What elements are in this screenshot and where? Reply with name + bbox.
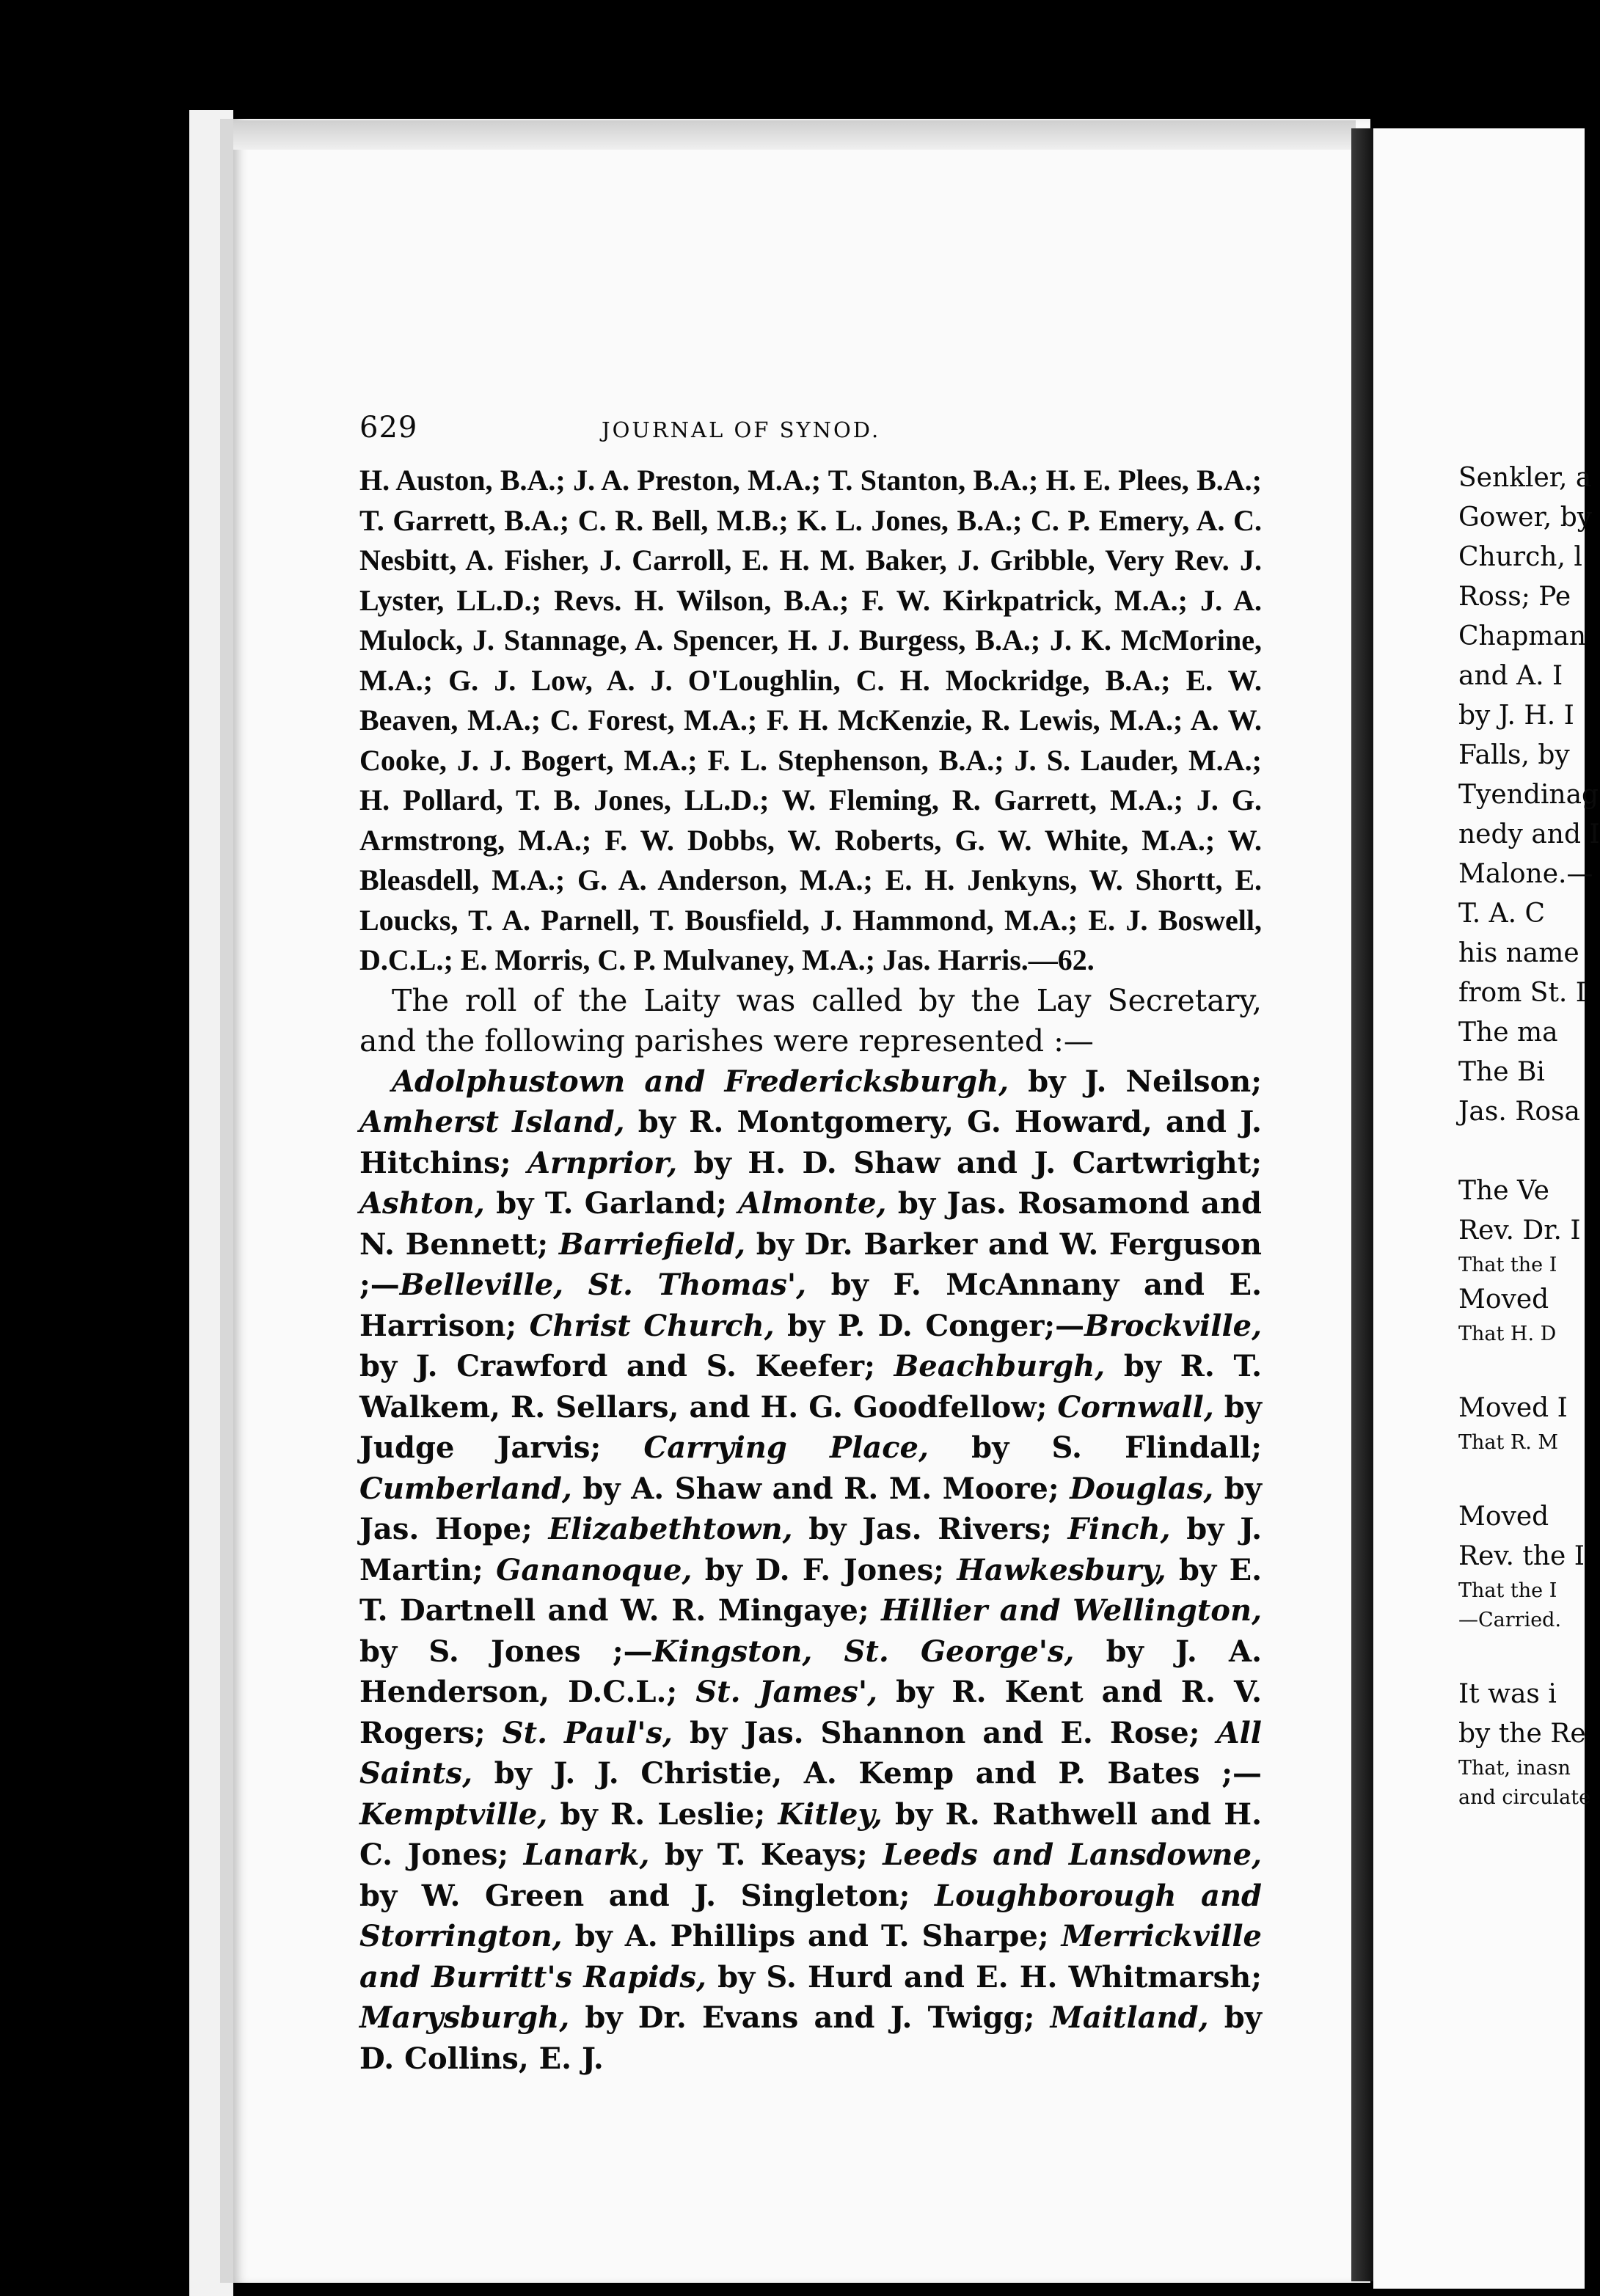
right-page-text-fragments: [1458, 458, 1600, 1813]
parish-delegates: by Judge Jarvis;: [359, 1389, 1263, 1465]
parish-name: Beachburgh,: [894, 1349, 1106, 1383]
parish-name: Douglas,: [1070, 1471, 1214, 1506]
parish-name: All Saints,: [359, 1715, 1262, 1791]
parish-delegates: by Jas. Rosamond and N. Bennett;: [359, 1186, 1262, 1262]
parish-delegates: by Jas. Rivers;: [792, 1512, 1068, 1546]
right-page-line: from St. I: [1458, 978, 1587, 1008]
parish-delegates: by W. Green and J. Singleton;: [359, 1878, 935, 1913]
laity-roll-intro: The roll of the Laity was called by the Lay Secretary, and the following parishes were represented :—: [359, 982, 1262, 1059]
parish-delegates: by R. T. Walkem, R. Sellars, and H. G. Goodfellow;: [359, 1349, 1262, 1425]
parish-name: Belleville, St. Thomas',: [399, 1268, 807, 1302]
right-page-line: his name: [1458, 938, 1579, 968]
right-page-line: Chapman: [1458, 621, 1587, 651]
right-page-line: That R. M: [1458, 1431, 1559, 1454]
parish-delegates: by J. A. Henderson, D.C.L.;: [359, 1634, 1262, 1709]
parish-name: Ashton,: [359, 1186, 485, 1221]
parish-name: Cornwall,: [1057, 1389, 1214, 1425]
parish-name: Barriefield,: [558, 1226, 746, 1262]
right-page-line: That the I: [1458, 1579, 1557, 1602]
parish-delegates: by Jas. Shannon and E. Rose;: [672, 1715, 1217, 1750]
parish-name: Kingston, St. George's,: [652, 1634, 1075, 1669]
parish-delegates: by R. Rathwell and H. C. Jones;: [359, 1796, 1262, 1872]
parish-name: Hillier and Wellington,: [881, 1593, 1262, 1628]
right-page-line: Senkler, a: [1458, 463, 1592, 493]
spacer: [1458, 1132, 1590, 1171]
right-page-line: Rev. Dr. I: [1458, 1215, 1581, 1246]
right-page-line: nedy and I: [1458, 819, 1600, 849]
right-page-line: T. A. C: [1458, 899, 1546, 929]
parish-delegates: by H. D. Shaw and J. Cartwright;: [677, 1145, 1262, 1180]
right-page-line: Jas. Rosa: [1458, 1097, 1580, 1127]
page-stack-edge: [233, 120, 1356, 150]
spacer: [1458, 1349, 1590, 1389]
right-page-line: by J. H. I: [1458, 701, 1574, 731]
parish-delegates: by A. Phillips and T. Sharpe;: [562, 1919, 1062, 1953]
parish-name: Christ Church,: [529, 1308, 775, 1343]
right-page-line: and A. I: [1458, 661, 1563, 691]
parish-name: Adolphustown and Fredericksburgh,: [392, 1064, 1009, 1099]
spacer: [1458, 1635, 1590, 1675]
right-page-line: Moved: [1458, 1502, 1549, 1532]
parish-delegates: by R. Kent and R. V. Rogers;: [359, 1675, 1262, 1750]
parish-name: Almonte,: [738, 1186, 887, 1221]
parish-delegates: by A. Shaw and R. M. Moore;: [571, 1471, 1070, 1506]
right-page-line: The ma: [1458, 1017, 1558, 1048]
right-page-line: That H. D: [1458, 1323, 1557, 1345]
parish-delegates: by J. J. Christie, A. Kemp and P. Bates ;—: [472, 1756, 1262, 1791]
right-page-line: That the I: [1458, 1254, 1557, 1276]
parish-delegates: by D. F. Jones;: [692, 1552, 957, 1587]
right-page-line: That, inasn: [1458, 1757, 1571, 1780]
parish-delegates: by S. Jones ;—: [359, 1634, 653, 1669]
parish-list: [359, 1061, 1262, 2080]
right-page-line: Falls, by: [1458, 740, 1570, 770]
parish-name: Brockville,: [1084, 1308, 1263, 1343]
parish-name: Hawkesbury,: [957, 1552, 1166, 1587]
right-page-line: Rev. the I: [1458, 1541, 1585, 1571]
page-number: 629: [359, 411, 418, 445]
parish-delegates: by S. Flindall;: [928, 1430, 1262, 1465]
spacer: [1458, 1458, 1590, 1497]
right-page-line: Ross; Pe: [1458, 582, 1571, 612]
parish-delegates: by S. Hurd and E. H. Whitmarsh;: [706, 1959, 1262, 1995]
right-page-line: by the Re: [1458, 1719, 1586, 1749]
right-page-line: Moved: [1458, 1284, 1549, 1315]
right-page-line: Gower, by: [1458, 502, 1593, 533]
parish-delegates: by J. Crawford and S. Keefer;: [359, 1349, 894, 1383]
parish-delegates: by Dr. Evans and J. Twigg;: [569, 2000, 1051, 2035]
clergy-roll: H. Auston, B.A.; J. A. Preston, M.A.; T. Stanton, B.A.; H. E. Plees, B.A.; T. Garrett, B.A.; C. R. Bell, M.B.; K. L. Jones, B.A.; C. P. Emery, A. C. Nesbitt, A. Fisher, J. Carroll, E. H. M. Baker, J. Gribble, Very Rev. J. Lyster, LL.D.; Revs. H. Wilson, B.A.; F. W. Kirkpatrick, M.A.; J. A. Mulock, J. Stannage, A. Spencer, H. J. Burgess, B.A.; J. K. McMorine, M.A.; G. J. Low, A. J. O'Loughlin, C. H. Mockridge, B.A.; E. W. Beaven, M.A.; C. Forest, M.A.; F. H. McKenzie, R. Lewis, M.A.; A. W. Cooke, J. J. Bogert, M.A.; F. L. Stephenson, B.A.; J. S. Lauder, M.A.; H. Pollard, T. B. Jones, LL.D.; W. Fleming, R. Garrett, M.A.; J. G. Armstrong, M.A.; F. W. Dobbs, W. Roberts, G. W. White, M.A.; W. Bleasdell, M.A.; G. A. Anderson, M.A.; E. H. Jenkyns, W. Shortt, E. Loucks, T. A. Parnell, T. Bousfield, J. Hammond, M.A.; E. J. Boswell, D.C.L.; E. Morris, C. P. Mulvaney, M.A.; Jas. Harris.—62.: [359, 464, 1262, 976]
parish-name: Leeds and Lansdowne,: [883, 1838, 1263, 1872]
parish-delegates: by Jas. Hope;: [359, 1471, 1262, 1546]
parish-delegates: by P. D. Conger;—: [774, 1308, 1085, 1343]
parish-delegates: by J. Neilson;: [1009, 1064, 1263, 1099]
parish-name: St. Paul's,: [502, 1715, 673, 1750]
running-header: [359, 411, 1262, 447]
parish-delegates: by T. Keays;: [649, 1838, 883, 1872]
parish-name: Lanark,: [523, 1838, 650, 1872]
parish-name: Maitland,: [1050, 2000, 1209, 2035]
left-page-text: [359, 411, 1262, 2079]
parish-delegates: by Dr. Barker and W. Ferguson ;—: [359, 1226, 1262, 1302]
parish-name: Loughborough and Storrington,: [359, 1878, 1262, 1953]
parish-delegates: by R. Montgomery, G. Howard, and J. Hitchins;: [359, 1105, 1262, 1180]
parish-delegates: by J. Martin;: [359, 1512, 1262, 1587]
book-spine: [1351, 128, 1373, 2281]
parish-delegates: by E. T. Dartnell and W. R. Mingaye;: [359, 1552, 1263, 1628]
parish-name: Elizabethtown,: [548, 1512, 793, 1546]
right-page-line: and circulate: [1458, 1786, 1591, 1809]
right-page-line: Malone.—: [1458, 859, 1593, 889]
parish-name: Arnprior,: [527, 1145, 678, 1180]
parish-name: Gananoque,: [496, 1552, 693, 1587]
parish-name: St. James',: [695, 1675, 877, 1709]
parish-name: Kitley,: [778, 1796, 883, 1832]
parish-delegates: by D. Collins, E. J.: [359, 2000, 1262, 2076]
parish-name: Finch,: [1067, 1512, 1171, 1546]
right-page-line: Moved I: [1458, 1393, 1568, 1423]
parish-name: Amherst Island,: [359, 1105, 625, 1139]
parish-delegates: by T. Garland;: [484, 1186, 739, 1221]
right-page-line: The Ve: [1458, 1176, 1549, 1206]
parish-name: Marysburgh,: [359, 2000, 570, 2035]
parish-name: Cumberland,: [359, 1471, 572, 1506]
right-page-line: It was i: [1458, 1679, 1557, 1709]
parish-name: Carrying Place,: [643, 1430, 929, 1465]
right-page-line: Tyendinag: [1458, 780, 1599, 810]
parish-delegates: by F. McAnnany and E. Harrison;: [359, 1268, 1262, 1343]
parish-name: Kemptville,: [359, 1796, 548, 1832]
running-title: JOURNAL OF SYNOD.: [602, 417, 881, 442]
parish-delegates: by R. Leslie;: [547, 1796, 778, 1832]
right-page-line: —Carried.: [1458, 1609, 1562, 1631]
right-page-line: Church, l: [1458, 542, 1582, 572]
right-page-line: The Bi: [1458, 1057, 1545, 1087]
parish-name: Merrickville and Burritt's Rapids,: [359, 1919, 1262, 1995]
